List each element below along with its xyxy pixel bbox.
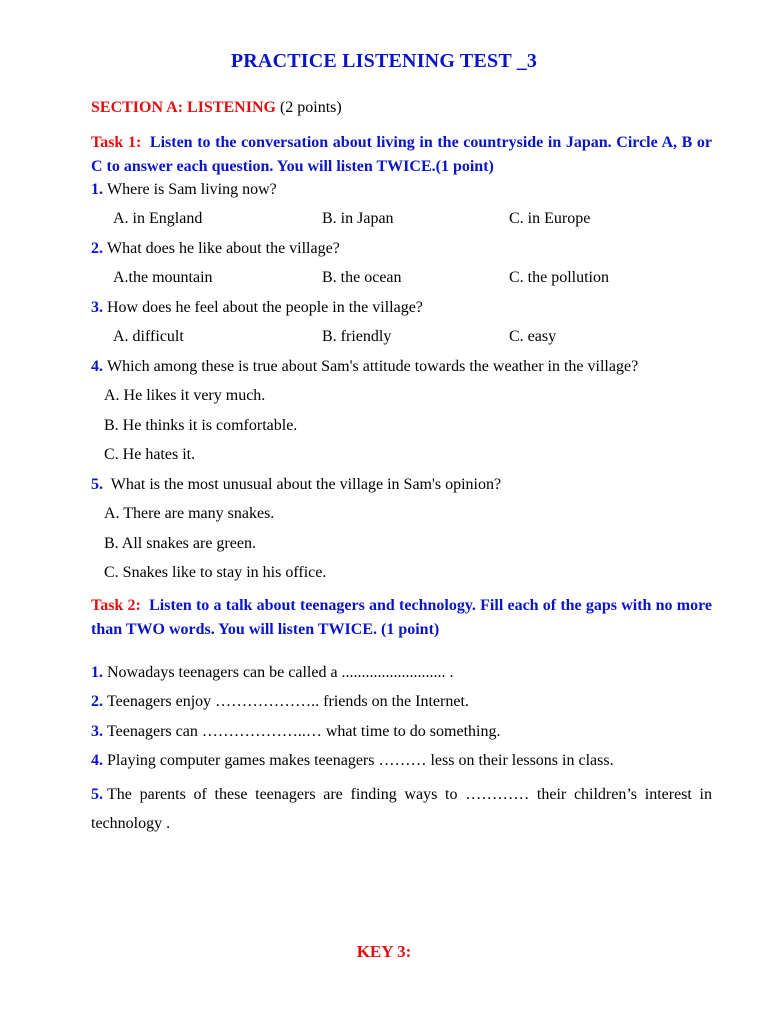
test-content — [91, 97, 712, 838]
answer-option: B. friendly — [322, 328, 392, 345]
task-2-instruction — [91, 594, 712, 642]
gap-fill-item-4 — [91, 750, 712, 780]
task-2-items — [91, 662, 712, 838]
answer-option: B. the ocean — [322, 269, 402, 286]
task-1-instruction — [91, 131, 712, 179]
item-number: 3. — [91, 722, 103, 740]
answer-options-row — [91, 267, 712, 297]
page-title: PRACTICE LISTENING TEST _3 — [230, 50, 538, 72]
gap-fill-item-2 — [91, 691, 712, 721]
question-text: How does he feel about the people in the village? — [107, 298, 423, 316]
answer-options-row — [91, 208, 712, 238]
task-2-label: Task 2: — [91, 596, 141, 614]
item-text: Playing computer games makes teenagers ……… less on their lessons in class. — [107, 752, 614, 769]
answer-option: C. easy — [509, 328, 557, 345]
item-text: The parents of these teenagers are finding ways to ………… their children’s interest in technology . — [91, 785, 712, 832]
answer-option: C. He hates it. — [104, 446, 196, 463]
question-text: Where is Sam living now? — [107, 180, 277, 198]
question-2 — [91, 238, 712, 268]
question-text: What is the most unusual about the village in Sam's opinion? — [107, 475, 502, 493]
answer-option: A. difficult — [113, 328, 184, 345]
key-heading: KEY 3: — [356, 942, 412, 961]
question-number: 2. — [91, 239, 103, 257]
answer-option: C. Snakes like to stay in his office. — [104, 564, 327, 581]
question-number: 3. — [91, 298, 103, 316]
question-number: 1. — [91, 180, 103, 198]
task-1-label: Task 1: — [91, 133, 142, 151]
answer-option: A. He likes it very much. — [104, 387, 266, 404]
answer-option: C. the pollution — [509, 269, 609, 286]
task-1-text: Listen to the conversation about living in the countryside in Japan. Circle A, B or C to answer each question. You will listen TWICE.(1 point) — [91, 133, 713, 175]
item-text: Nowadays teenagers can be called a .......................... . — [107, 663, 454, 681]
question-text: What does he like about the village? — [107, 239, 340, 257]
question-number: 5. — [91, 475, 103, 493]
answer-option: B. He thinks it is comfortable. — [104, 416, 298, 434]
item-number: 4. — [91, 752, 103, 769]
question-number: 4. — [91, 357, 103, 375]
answer-option: C. in Europe — [509, 210, 591, 227]
task-1-questions — [91, 179, 712, 592]
answer-options-row — [91, 326, 712, 356]
item-number: 1. — [91, 663, 103, 681]
item-number: 5. — [91, 785, 103, 803]
question-3 — [91, 297, 712, 327]
question-5 — [91, 474, 712, 504]
answer-option: A. in England — [113, 210, 203, 227]
section-a-points: (2 points) — [279, 99, 342, 116]
gap-fill-item-3 — [91, 721, 712, 751]
task-2-text: Listen to a talk about teenagers and technology. Fill each of the gaps with no more than TWO words. You will listen TWICE. (1 point) — [91, 596, 713, 638]
gap-fill-item-1 — [91, 662, 712, 692]
item-text: Teenagers can ………………..… what time to do something. — [107, 722, 501, 740]
answer-option: A.the mountain — [113, 269, 213, 286]
question-4 — [91, 356, 712, 386]
item-number: 2. — [91, 693, 103, 710]
question-1 — [91, 179, 712, 209]
question-text: Which among these is true about Sam's attitude towards the weather in the village? — [107, 357, 639, 375]
section-a-label: SECTION A: LISTENING — [91, 99, 276, 116]
answer-option: B. All snakes are green. — [104, 534, 256, 552]
answer-option: A. There are many snakes. — [104, 505, 275, 522]
answer-option: B. in Japan — [322, 210, 394, 227]
section-a-heading — [91, 97, 712, 127]
item-text: Teenagers enjoy ……………….. friends on the Internet. — [107, 693, 469, 710]
gap-fill-item-5 — [91, 780, 712, 838]
